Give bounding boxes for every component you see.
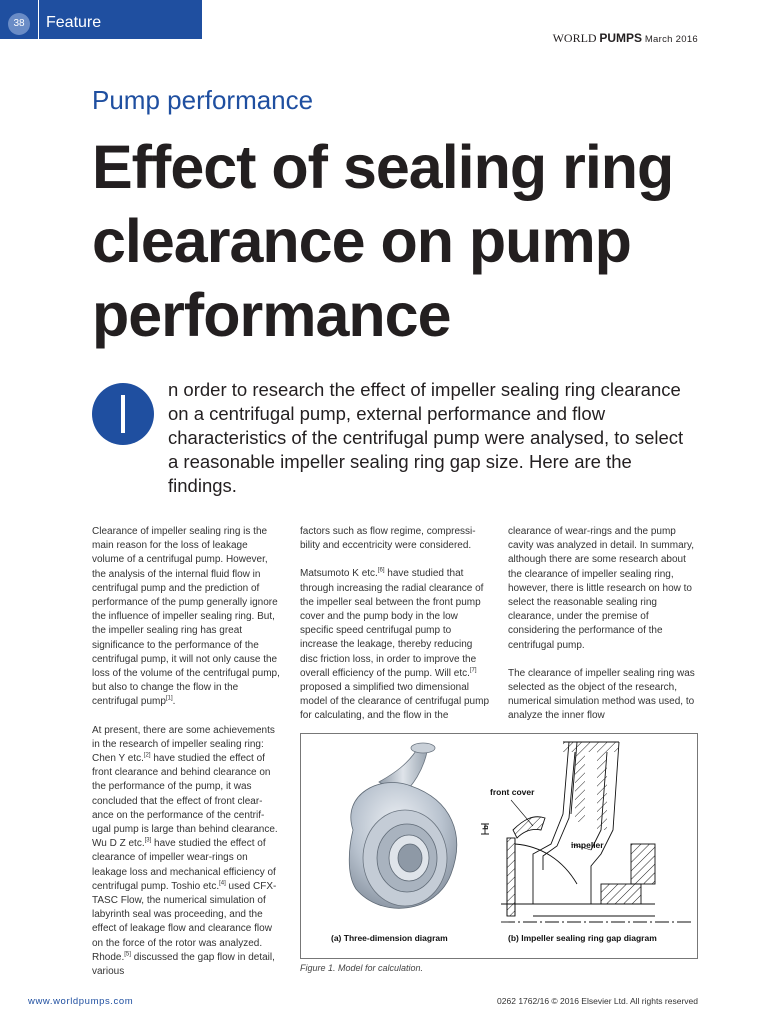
paragraph-text: Matsumoto K etc. [300,568,378,580]
paragraph-text: used CFX-TASC Flow, the numerical simulation of labyrinth seal was proceeding, and the effect of leakage flow and clearance flow on the force of the rotor was analyzed. Rhode. [92,880,277,963]
paragraph [300,567,490,723]
paragraph-text: have studied that through increasing the radial clearance of the impeller seal between the front pump cover and the pump body in the low specific speed centrifugal pump to increase the leakage, thereby reducing disc friction loss, in order to improve the overall efficiency of the pump. Will etc. [300,568,484,679]
dropcap [92,383,154,445]
dropcap-letter [92,383,93,384]
masthead-world: WORLD [552,31,597,45]
issue-date: March 2016 [644,34,698,45]
reference-mark: [6] [377,568,385,575]
reference-mark: [5] [124,951,131,958]
paragraph-text: discussed the gap flow in detail, various [92,951,275,978]
paragraph-text: have studied the effect of clearance of impeller wear-rings on leakage loss and mechanical efficiency of centrifugal pump. Toshio etc. [92,838,276,892]
footer-url[interactable]: www.worldpumps.com [28,996,134,1007]
sealing-gap-diagram [481,742,691,922]
label-impeller: impeller [571,840,604,850]
subcaption-b: (b) Impeller sealing ring gap diagram [508,933,657,943]
reference-mark: [4] [219,880,226,887]
label-front-cover: front cover [490,787,535,797]
body-column-3 [508,525,698,738]
magazine-masthead [553,31,698,46]
figure-caption: Figure 1. Model for calculation. [300,963,424,973]
subcaption-a: (a) Three-dimension diagram [331,933,448,943]
paragraph-text: have studied the effect of front clearance and behind clearance on the performance of the pump, it was concluded that the effect of front clear-ance on the performance of the centrif-ugal pump is large than behind clearance. Wu D Z etc. [92,753,278,850]
paragraph [92,724,282,980]
label-gap-b: b [480,825,490,830]
paragraph-text: . [172,696,176,708]
article-title: Effect of sealing ring clearance on pump performance [92,133,674,349]
reference-mark: [7] [469,667,477,674]
paragraph-text: proposed a simplified two dimensional model of the clearance of centrifugal pump for calculating, and the flow in the [300,682,489,722]
masthead-pumps: PUMPS [599,31,643,45]
body-column-1 [92,525,282,993]
paragraph: factors such as flow regime, compressi-bility and eccentricity were considered. [300,526,476,552]
reference-mark: [1] [165,696,173,703]
volute-3d-model [349,743,456,908]
dropcap-letter-shape [121,395,125,433]
section-label: Feature [46,14,102,31]
paragraph [92,525,282,710]
footer-copyright: 0262 1762/16 © 2016 Elsevier Ltd. All rights reserved [497,996,698,1006]
figure-drawing [301,734,697,958]
body-column-2 [300,525,490,738]
figure-1 [300,733,698,959]
page-number: 38 [8,13,30,35]
paragraph: The clearance of impeller sealing ring was selected as the object of the research, numerical simulation method was used, to analyze the inner flow [508,667,695,722]
header-divider [38,0,39,39]
section-header-bar [0,0,202,39]
reference-mark: [2] [143,752,151,759]
paragraph-text: Clearance of impeller sealing ring is the main reason for the loss of leakage volume of a centrifugal pump. However, the analysis of the internal fluid flow in centrifugal pump and the prediction of performance of the pump generally ignore the influence of impeller sealing ring. But, the impeller sealing ring has great significance to the performance of the centrifugal pump, it will not only cause the loss of the volume of the centrifugal pump, but also to change the flow in the centrifugal pump [92,526,280,708]
paragraph: clearance of wear-rings and the pump cavity was analyzed in detail. In summary, although there are some research about the clearance of impeller sealing ring, however, there is little research on how to select the reasonable sealing ring clearance, under the premise of considering the performance of the centrifugal pump. [508,526,695,651]
article-kicker: Pump performance [92,85,314,115]
article-standfirst: n order to research the effect of impeller sealing ring clearance on a centrifugal pump, external performance and flow characteristics of the centrifugal pump were analysed, to select a reasonable impeller sealing ring gap size. Here are the findings. [168,379,684,496]
reference-mark: [3] [144,837,152,844]
paragraph-text: At present, there are some achievements in the research of impeller sealing ring: Chen Y etc. [92,724,275,765]
